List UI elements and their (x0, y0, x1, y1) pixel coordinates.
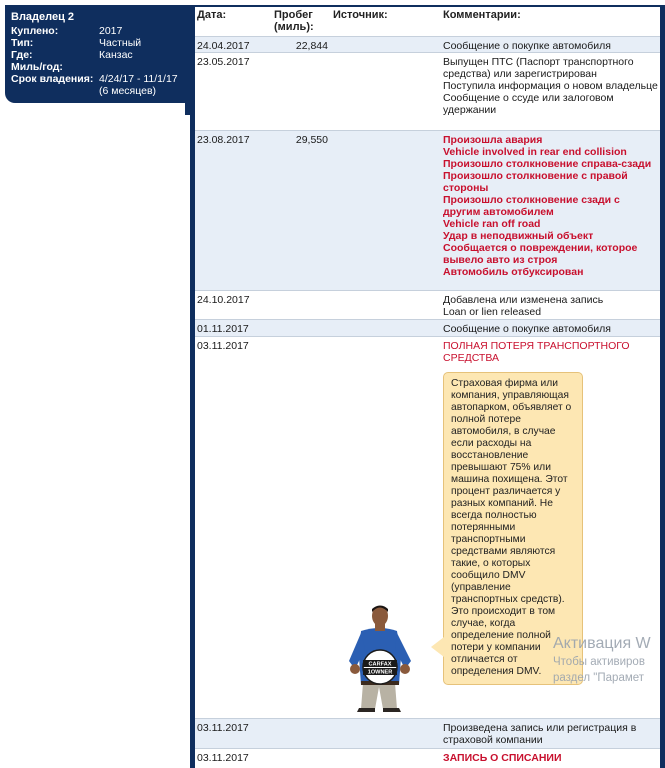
row-date: 23.05.2017 (197, 56, 250, 68)
row-source (331, 37, 441, 52)
row-source (331, 719, 441, 748)
comment-line: Удар в неподвижный объект (443, 230, 594, 242)
comment-line: Произошло столкновение справа-сзади (443, 158, 652, 170)
row-date: 03.11.2017 (197, 722, 249, 734)
watermark-line: Чтобы активиров (553, 656, 645, 668)
tooltip-text: Страховая фирма или компания, управляющая автопарком, объявляет о полной потере автомобиля, в случае если расходы на восстановление превышают 75% или машина похищена. Этот процент различается у разных компаний. Не всегда полностью потерянными транспортными средствами являются такие, о которых сообщило DMV (управление транспортных средств). Это происходит в том случае, когда определение полной потери у компании отличается от определения DMV. (451, 378, 572, 677)
row-source (331, 131, 441, 290)
comment-line: Произошла авария (443, 134, 543, 146)
owner-field-miles-per-year (11, 61, 184, 73)
row-odometer (271, 53, 331, 130)
comment-line: Произошло столкновение сзади с другим автомобилем (443, 194, 620, 218)
owner-field-label: Срок владения: (11, 73, 94, 85)
row-odometer (271, 337, 331, 718)
table-row (195, 320, 660, 337)
table-row (195, 719, 660, 749)
tooltip-arrow (431, 637, 444, 657)
row-date: 24.10.2017 (197, 294, 250, 306)
comment-line: Автомобиль отбуксирован (443, 266, 584, 278)
comment-line: Поступила информация о новом владельце (443, 80, 658, 92)
owner-field-value: Канзас (99, 49, 133, 61)
badge-line2: 1OWNER (367, 669, 393, 676)
comment-line: Выпущен ПТС (Паспорт транспортного средства) или зарегистрирован (443, 56, 634, 80)
row-odometer (271, 320, 331, 336)
header-comments: Комментарии: (443, 9, 521, 21)
comment-line: Loan or lien released (443, 306, 542, 318)
owner-field-label: Где: (11, 49, 33, 61)
carfax-mascot-image (341, 605, 419, 713)
row-odometer: 29,550 (295, 134, 328, 146)
header-source: Источник: (333, 9, 388, 21)
owner-field-label (11, 85, 99, 97)
owner-field-value: 2017 (99, 25, 123, 37)
comment-line: Сообщается о повреждении, которое вывело авто из строя (443, 242, 638, 266)
row-date: 03.11.2017 (197, 752, 249, 764)
history-table (195, 7, 660, 768)
row-comments (441, 131, 660, 290)
row-comments (441, 337, 660, 718)
row-odometer (271, 749, 331, 768)
row-comments (441, 719, 660, 748)
row-comments (441, 749, 660, 768)
table-row (195, 53, 660, 131)
owner-field-label: Миль/год: (11, 61, 63, 73)
table-header (195, 7, 660, 37)
total-loss-link[interactable]: ПОЛНАЯ ПОТЕРЯ ТРАНСПОРТНОГО СРЕДСТВА (443, 340, 630, 364)
owner-field-value: 4/24/17 - 11/1/17 (99, 73, 178, 85)
comment-line: Сообщение о ссуде или залоговом удержании (443, 92, 614, 116)
row-date: 24.04.2017 (197, 40, 250, 52)
row-date: 23.08.2017 (197, 134, 250, 146)
table-row (195, 337, 660, 719)
table-row (195, 131, 660, 291)
owner-panel (5, 5, 190, 103)
comment-line: Сообщение о покупке автомобиля (443, 323, 611, 335)
owner-field-type (11, 37, 184, 49)
owner-field-label: Куплено: (11, 25, 59, 37)
row-source (331, 320, 441, 336)
write-off-link[interactable]: ЗАПИСЬ О СПИСАНИИ (443, 752, 562, 764)
owner-field-ownership-period (11, 73, 184, 85)
row-date: 01.11.2017 (197, 323, 249, 335)
owner-field-where (11, 49, 184, 61)
table-row (195, 749, 660, 768)
comment-line: Сообщение о покупке автомобиля (443, 40, 611, 52)
row-source (331, 749, 441, 768)
owner-field-purchased (11, 25, 184, 37)
owner-field-value (99, 61, 184, 73)
owner-connector (185, 5, 195, 115)
row-comments (441, 53, 660, 130)
owner-field-value: Частный (99, 37, 142, 49)
comment-line: Произведена запись или регистрация в страховой компании (443, 722, 637, 746)
row-source (331, 291, 441, 319)
table-row (195, 37, 660, 53)
badge-line1: CARFAX (368, 661, 392, 668)
owner-field-ownership-duration (11, 85, 184, 97)
row-odometer: 22,844 (295, 40, 328, 52)
watermark-line: раздел "Парамет (553, 672, 645, 684)
row-odometer (271, 291, 331, 319)
comment-line: Добавлена или изменена запись (443, 294, 604, 306)
comment-line: Произошло столкновение с правой стороны (443, 170, 628, 194)
header-date: Дата: (197, 9, 227, 21)
row-comments (441, 291, 660, 319)
row-date: 03.11.2017 (197, 340, 249, 352)
row-comments (441, 37, 660, 52)
row-source (331, 53, 441, 130)
header-odometer: Пробег (миль): (274, 9, 314, 33)
watermark-title: Активация W (553, 635, 651, 652)
comment-line: Vehicle ran off road (443, 218, 541, 230)
owner-title: Владелец 2 (11, 11, 75, 23)
row-comments (441, 320, 660, 336)
comment-line: Vehicle involved in rear end collision (443, 146, 627, 158)
total-loss-tooltip (443, 372, 583, 685)
row-odometer (271, 719, 331, 748)
table-row (195, 291, 660, 320)
owner-field-label: Тип: (11, 37, 34, 49)
owner-field-value: (6 месяцев) (99, 85, 157, 97)
carfax-badge-icon (363, 650, 397, 684)
